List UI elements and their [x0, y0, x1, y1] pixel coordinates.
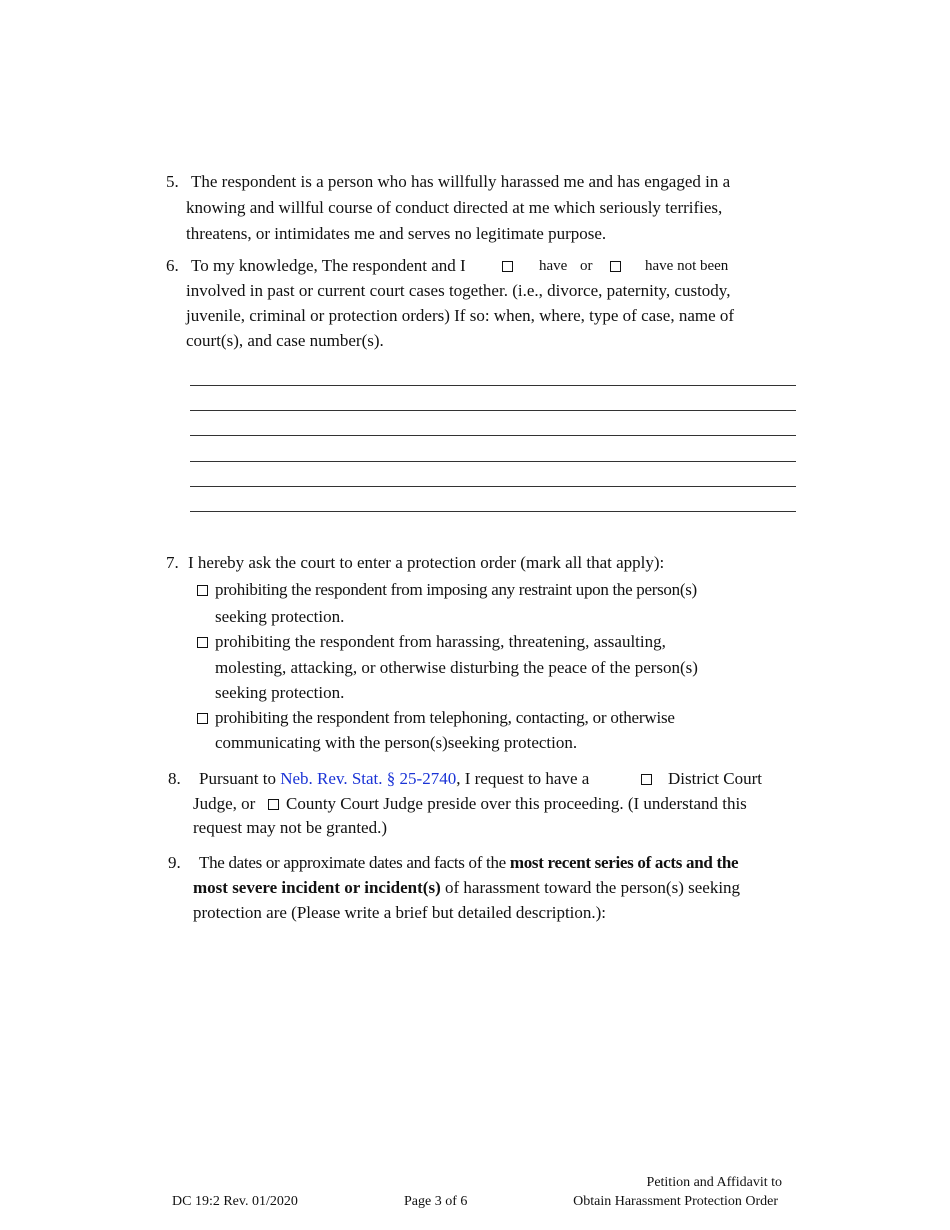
answer-line-3[interactable]: [190, 435, 796, 436]
answer-line-6[interactable]: [190, 511, 796, 512]
item-9-pre: The dates or approximate dates and facts of the: [199, 853, 506, 872]
item-7-number: 7.: [166, 553, 179, 572]
item-6-lead: To my knowledge, The respondent and I: [191, 256, 466, 275]
item-5-line-2: knowing and willful course of conduct directed at me which seriously terrifies,: [186, 198, 723, 217]
item-9-line-2: [193, 875, 740, 900]
item-8-line-2-pre: Judge, or: [193, 794, 256, 813]
district-court-checkbox[interactable]: [641, 774, 652, 785]
item-6-line-2: involved in past or current court cases together. (i.e., divorce, paternity, custody,: [186, 281, 731, 300]
item-8-line-3: request may not be granted.): [193, 818, 388, 837]
item-5-line-3: threatens, or intimidates me and serves no legitimate purpose.: [186, 224, 607, 243]
item-6-line-4: court(s), and case number(s).: [186, 331, 384, 350]
have-label: have: [539, 258, 568, 274]
item-8-pre: Pursuant to: [199, 769, 276, 788]
restraint-option-line-2: seeking protection.: [215, 607, 345, 626]
item-9-bold-2: most severe incident or incident(s): [193, 878, 441, 897]
answer-line-5[interactable]: [190, 486, 796, 487]
harassing-option-checkbox[interactable]: [197, 637, 208, 648]
contacting-option-line-1: prohibiting the respondent from telephoning, contacting, or otherwise: [215, 708, 675, 727]
contacting-option-checkbox[interactable]: [197, 713, 208, 724]
item-9-line-1: [199, 850, 738, 875]
item-8-line-1: [199, 766, 589, 791]
county-court-label: County Court Judge preside over this proceeding. (I understand this: [286, 794, 747, 813]
have-checkbox[interactable]: [502, 261, 513, 272]
answer-line-2[interactable]: [190, 410, 796, 411]
statute-link[interactable]: Neb. Rev. Stat. § 25-2740: [280, 769, 457, 788]
have-not-been-label: have not been: [645, 258, 729, 274]
form-title-line-1: Petition and Affidavit to: [646, 1175, 782, 1190]
item-7-lead: I hereby ask the court to enter a protection order (mark all that apply):: [188, 553, 665, 572]
form-id: DC 19:2 Rev. 01/2020: [172, 1194, 298, 1209]
answer-line-1[interactable]: [190, 385, 796, 386]
county-court-checkbox[interactable]: [268, 799, 279, 810]
item-5-line-1: The respondent is a person who has willfully harassed me and has engaged in a: [191, 172, 731, 191]
contacting-option-line-2: communicating with the person(s)seeking protection.: [215, 733, 578, 752]
harassing-option-line-1: prohibiting the respondent from harassing, threatening, assaulting,: [215, 632, 666, 651]
item-9-line-3: protection are (Please write a brief but detailed description.):: [193, 903, 607, 922]
restraint-option-line-1: prohibiting the respondent from imposing any restraint upon the person(s): [215, 580, 697, 599]
item-6-line-3: juvenile, criminal or protection orders) If so: when, where, type of case, name of: [186, 306, 735, 325]
item-5-number: 5.: [166, 172, 179, 191]
or-label: or: [580, 258, 593, 274]
form-title-line-2: Obtain Harassment Protection Order: [573, 1194, 778, 1209]
harassing-option-line-2: molesting, attacking, or otherwise disturbing the peace of the person(s): [215, 658, 698, 677]
have-not-been-checkbox[interactable]: [610, 261, 621, 272]
answer-line-4[interactable]: [190, 461, 796, 462]
item-9-number: 9.: [168, 853, 181, 872]
item-9-bold-1: most recent series of acts and the: [509, 853, 739, 872]
harassing-option-line-3: seeking protection.: [215, 683, 345, 702]
restraint-option-checkbox[interactable]: [197, 585, 208, 596]
district-court-label: District Court: [668, 769, 762, 788]
page-number: Page 3 of 6: [404, 1194, 468, 1209]
item-6-number: 6.: [166, 256, 179, 275]
item-8-number: 8.: [168, 769, 181, 788]
item-9-post-2: of harassment toward the person(s) seeking: [444, 878, 741, 897]
item-8-post: , I request to have a: [456, 769, 590, 788]
